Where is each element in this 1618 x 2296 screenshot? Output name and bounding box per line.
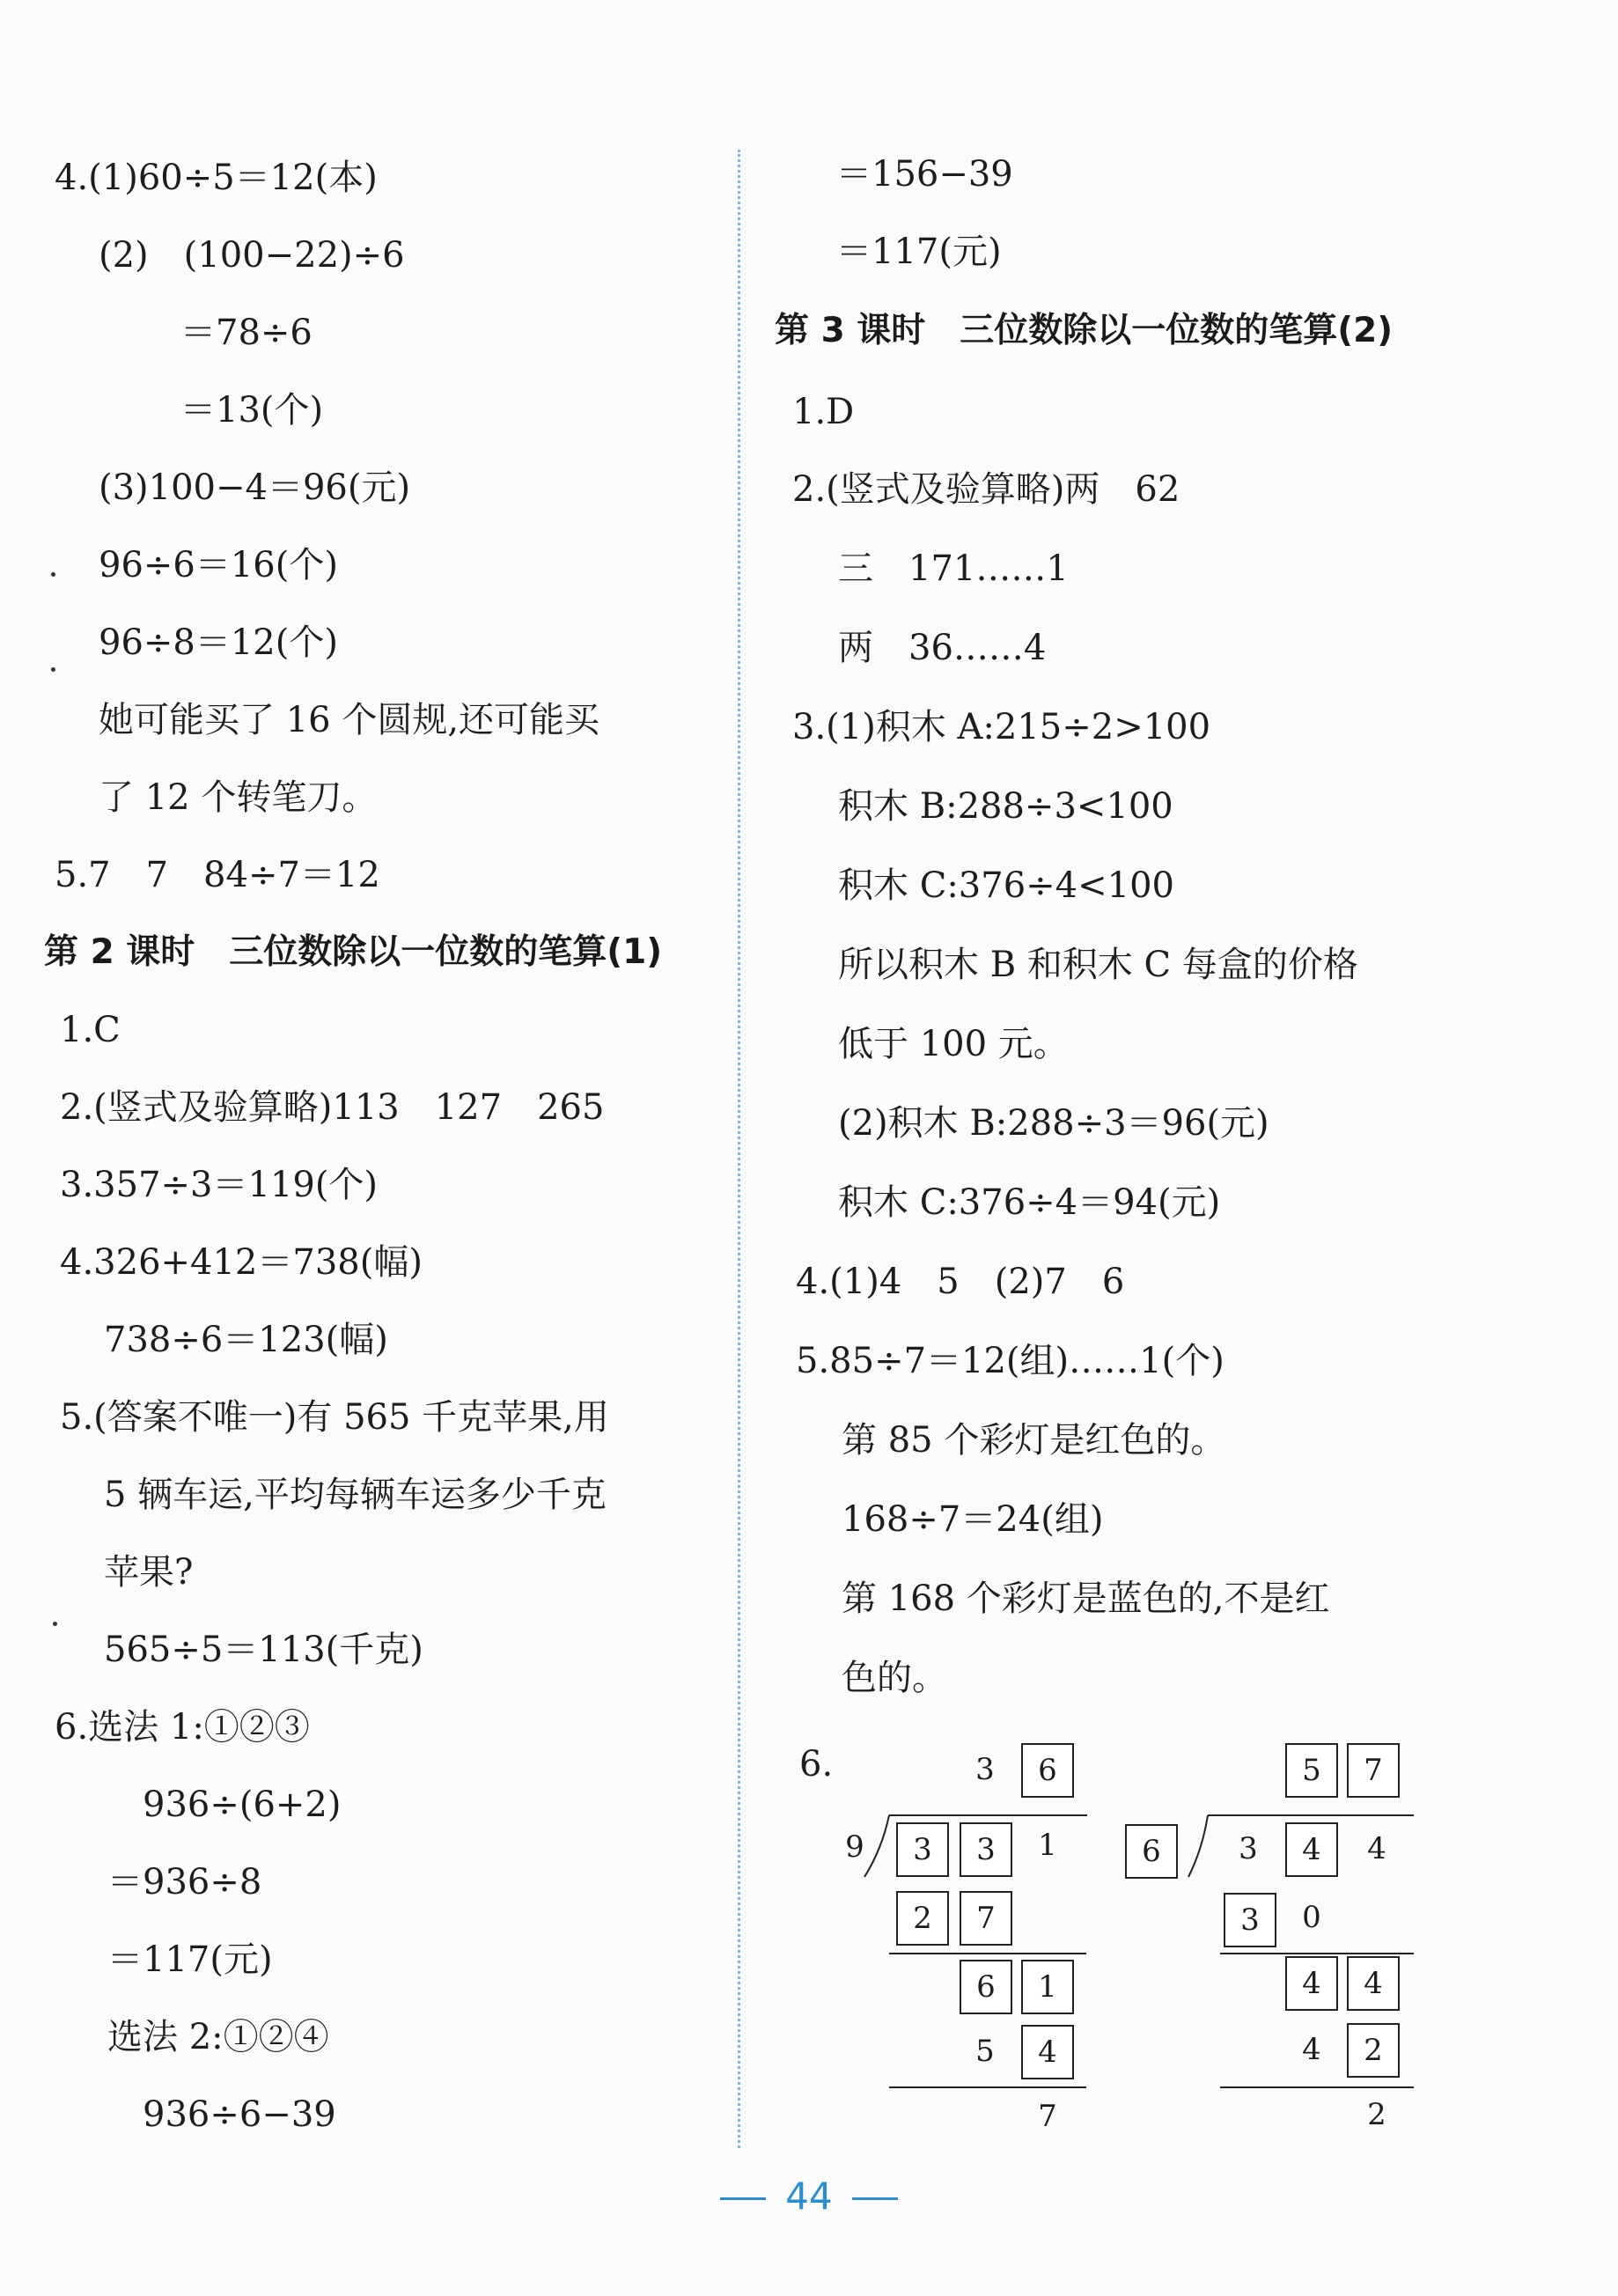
answer-line: 积木 B:288÷3<100 xyxy=(838,786,1173,827)
divisor-digit: 9 xyxy=(845,1829,864,1865)
answer-line: 4.326+412＝738(幅) xyxy=(60,1242,423,1283)
answer-line: (2)积木 B:288÷3＝96(元) xyxy=(838,1103,1269,1144)
answer-line: 苹果? xyxy=(104,1552,194,1593)
answer-line: 5.85÷7＝12(组)……1(个) xyxy=(796,1341,1225,1381)
answer-line: 6.选法 1:①②③ xyxy=(55,1707,310,1748)
step-box: 1 xyxy=(1021,1960,1074,2014)
answer-line: 96÷8＝12(个) xyxy=(99,622,338,663)
section-heading: 第 2 课时 三位数除以一位数的笔算(1) xyxy=(44,932,663,972)
answer-line: (2) (100−22)÷6 xyxy=(99,235,405,276)
subtraction-line xyxy=(889,1953,1086,1954)
answer-line: ＝936÷8 xyxy=(107,1862,262,1902)
answer-line: 5.7 7 84÷7＝12 xyxy=(55,855,380,895)
remainder-digit: 7 xyxy=(1038,2099,1057,2134)
answer-line: 3.(1)积木 A:215÷2>100 xyxy=(792,707,1211,747)
answer-line: 低于 100 元。 xyxy=(838,1024,1069,1064)
step-box: 6 xyxy=(960,1960,1012,2014)
answer-line: 5 辆车运,平均每辆车运多少千克 xyxy=(104,1475,607,1515)
dividend-box: 3 xyxy=(896,1822,949,1877)
dividend-box: 4 xyxy=(1285,1822,1338,1877)
answer-line: 4.(1)4 5 (2)7 6 xyxy=(796,1262,1125,1302)
page-number-text: 44 xyxy=(785,2175,833,2218)
answer-line: 三 171……1 xyxy=(838,548,1069,589)
answer-line: 第 85 个彩灯是红色的。 xyxy=(842,1420,1226,1461)
step-box: 4 xyxy=(1347,1956,1400,2011)
answer-line: 第 168 个彩灯是蓝色的,不是红 xyxy=(842,1578,1330,1619)
answer-line: 168÷7＝24(组) xyxy=(842,1499,1104,1540)
column-divider xyxy=(738,150,740,2148)
scan-speck xyxy=(51,667,55,672)
page-number-dash xyxy=(852,2197,898,2200)
answer-line: 2.(竖式及验算略)113 127 265 xyxy=(60,1087,605,1128)
page-number xyxy=(0,2175,1618,2218)
answer-line: 积木 C:376÷4<100 xyxy=(838,865,1174,906)
answer-line: 所以积木 B 和积木 C 每盒的价格 xyxy=(838,945,1358,985)
scan-speck xyxy=(51,572,55,577)
dividend-digit: 1 xyxy=(1038,1828,1057,1863)
page-number-dash xyxy=(720,2197,766,2200)
answer-line: 1.C xyxy=(60,1010,121,1050)
answer-line: 738÷6＝123(幅) xyxy=(104,1320,388,1360)
answer-line: 她可能买了 16 个圆规,还可能买 xyxy=(99,700,600,740)
subtraction-line xyxy=(1220,1953,1414,1954)
answer-line: 2.(竖式及验算略)两 62 xyxy=(792,469,1180,510)
step-box: 7 xyxy=(960,1891,1012,1946)
answer-line: ＝78÷6 xyxy=(180,313,313,353)
answer-line: 96÷6＝16(个) xyxy=(99,545,338,585)
step-box: 3 xyxy=(1224,1893,1276,1947)
quotient-digit: 3 xyxy=(975,1752,995,1787)
answer-line: (3)100−4＝96(元) xyxy=(99,467,411,508)
remainder-digit: 2 xyxy=(1367,2097,1386,2132)
step-box: 2 xyxy=(1347,2023,1400,2078)
divisor-box: 6 xyxy=(1125,1824,1178,1879)
dividend-digit: 4 xyxy=(1367,1831,1386,1866)
answer-line: ＝117(元) xyxy=(836,232,1002,272)
answer-line: 1.D xyxy=(792,392,855,432)
answer-line: 3.357÷3＝119(个) xyxy=(60,1165,379,1205)
answer-line: ＝13(个) xyxy=(180,390,324,430)
answer-line: ＝117(元) xyxy=(107,1939,273,1980)
step-box: 4 xyxy=(1021,2025,1074,2079)
subtraction-line xyxy=(889,2086,1086,2088)
answer-line: 565÷5＝113(千克) xyxy=(104,1630,423,1670)
quotient-box: 7 xyxy=(1347,1743,1400,1798)
scan-speck xyxy=(53,1622,57,1626)
answer-line: 选法 2:①②④ xyxy=(107,2017,329,2057)
answer-line: 两 36……4 xyxy=(838,628,1047,668)
subtraction-line xyxy=(1220,2086,1414,2088)
answer-line: 了 12 个转笔刀。 xyxy=(99,777,378,818)
section-heading: 第 3 课时 三位数除以一位数的笔算(2) xyxy=(775,311,1394,350)
answer-line: 936÷6−39 xyxy=(143,2094,336,2135)
step-digit: 0 xyxy=(1302,1900,1321,1935)
step-box: 2 xyxy=(896,1891,949,1946)
answer-line: 色的。 xyxy=(842,1658,947,1698)
answer-line: 6. xyxy=(799,1744,834,1785)
quotient-box: 5 xyxy=(1285,1743,1338,1798)
step-box: 4 xyxy=(1285,1956,1338,2011)
dividend-box: 3 xyxy=(960,1822,1012,1877)
answer-line: ＝156−39 xyxy=(836,154,1013,195)
answer-line: 积木 C:376÷4＝94(元) xyxy=(838,1182,1221,1223)
quotient-box: 6 xyxy=(1021,1743,1074,1798)
answer-line: 936÷(6+2) xyxy=(143,1785,342,1825)
step-digit: 5 xyxy=(975,2034,995,2069)
answer-line: 5.(答案不唯一)有 565 千克苹果,用 xyxy=(60,1397,609,1438)
dividend-digit: 3 xyxy=(1239,1831,1258,1866)
answer-line: 4.(1)60÷5＝12(本) xyxy=(55,158,378,198)
step-digit: 4 xyxy=(1302,2032,1321,2067)
